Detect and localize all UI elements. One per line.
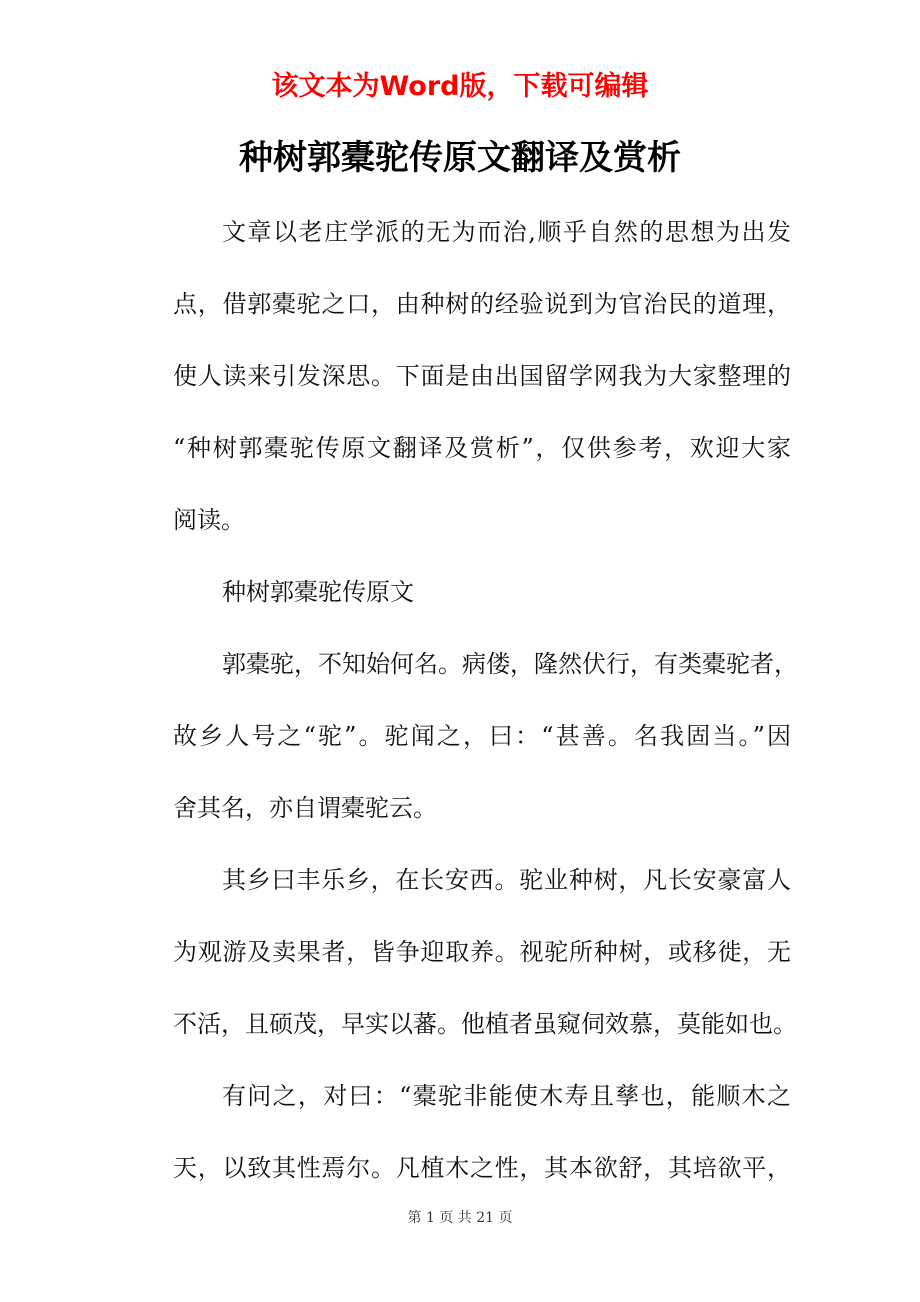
editable-notice: 该文本为Word版，下载可编辑 <box>271 71 649 102</box>
text-line: 舍其名，亦自谓橐驼云。 <box>173 794 437 822</box>
text-line: 点，借郭橐驼之口，由种树的经验说到为官治民的道理， <box>173 290 791 318</box>
paragraph <box>173 556 791 628</box>
paragraph <box>173 844 797 1060</box>
text-line: 使人读来引发深思。下面是由出国留学网我为大家整理的 <box>173 362 791 390</box>
paragraph <box>173 628 798 844</box>
text-line: 文章以老庄学派的无为而治,顺乎自然的思想为出发 <box>222 218 791 246</box>
text-line: 故乡人号之“驼”。驼闻之，曰：“甚善。名我固当。”因 <box>173 722 791 750</box>
text-line: 其乡曰丰乐乡，在长安西。驼业种树，凡长安豪富人 <box>222 866 791 894</box>
text-line: “种树郭橐驼传原文翻译及赏析”，仅供参考，欢迎大家 <box>173 434 791 462</box>
page-footer: 第 1 页 共 21 页 <box>407 1210 513 1226</box>
document-title: 种树郭橐驼传原文翻译及赏析 <box>239 138 681 178</box>
text-line: 阅读。 <box>173 506 245 534</box>
document-body <box>173 196 798 1204</box>
text-line: 不活，且硕茂，早实以蕃。他植者虽窥伺效慕，莫能如也。 <box>173 1010 797 1038</box>
paragraph <box>173 1060 791 1204</box>
paragraph <box>173 196 791 556</box>
text-line: 郭橐驼，不知始何名。病偻，隆然伏行，有类橐驼者， <box>222 650 798 678</box>
text-line: 种树郭橐驼传原文 <box>222 578 414 606</box>
text-line: 有问之，对曰：“橐驼非能使木寿且孳也，能顺木之 <box>222 1082 791 1110</box>
text-line: 天，以致其性焉尔。凡植木之性，其本欲舒，其培欲平， <box>173 1154 791 1182</box>
text-line: 为观游及卖果者，皆争迎取养。视驼所种树，或移徙，无 <box>173 938 791 966</box>
